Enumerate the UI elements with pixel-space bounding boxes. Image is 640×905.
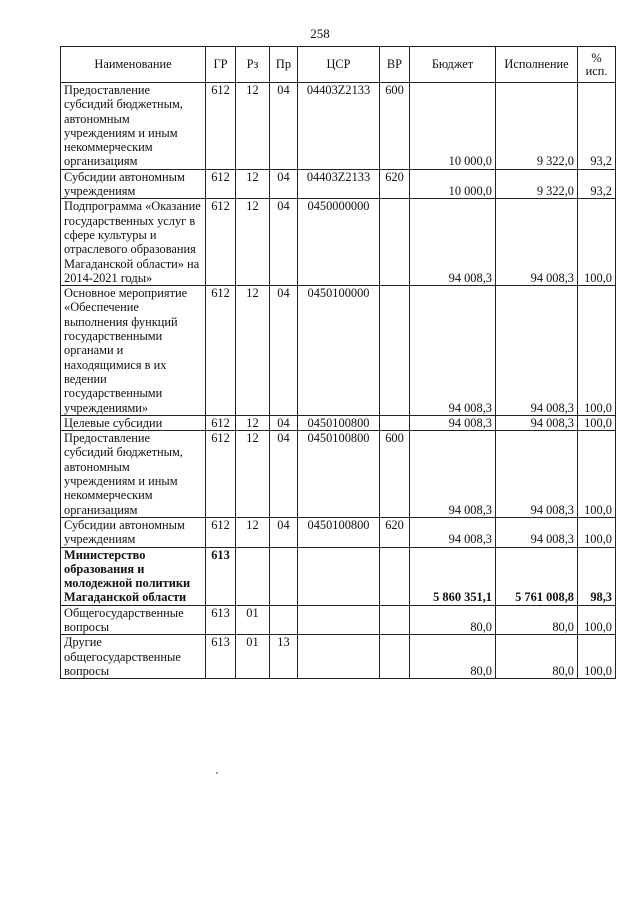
cell-rz: 12 — [236, 415, 270, 430]
cell-execution: 5 761 008,8 — [496, 547, 578, 605]
cell-budget: 94 008,3 — [410, 286, 496, 416]
cell-execution: 94 008,3 — [496, 431, 578, 518]
cell-csr: 0450100800 — [298, 517, 380, 547]
cell-budget: 94 008,3 — [410, 517, 496, 547]
cell-name: Предоставление субсидий бюджетным, автономным учреждениям и иным некоммерческим организациям — [61, 431, 206, 518]
cell-pr: 04 — [270, 415, 298, 430]
table-header-row — [61, 47, 616, 83]
cell-csr: 0450100000 — [298, 286, 380, 416]
cell-gr: 613 — [206, 547, 236, 605]
cell-execution: 94 008,3 — [496, 415, 578, 430]
cell-execution: 80,0 — [496, 605, 578, 635]
table-row — [61, 605, 616, 635]
cell-vr: 620 — [380, 517, 410, 547]
cell-vr — [380, 199, 410, 286]
table-body — [61, 83, 616, 679]
cell-gr: 612 — [206, 415, 236, 430]
cell-rz: 01 — [236, 635, 270, 679]
cell-pr: 04 — [270, 517, 298, 547]
cell-rz: 12 — [236, 286, 270, 416]
cell-name: Общегосударственные вопросы — [61, 605, 206, 635]
col-header-vr: ВР — [380, 47, 410, 83]
cell-execution: 80,0 — [496, 635, 578, 679]
cell-csr: 04403Z2133 — [298, 169, 380, 199]
table-row — [61, 199, 616, 286]
col-header-gr: ГР — [206, 47, 236, 83]
cell-pr: 04 — [270, 199, 298, 286]
cell-execution: 94 008,3 — [496, 286, 578, 416]
col-header-name: Наименование — [61, 47, 206, 83]
cell-gr: 613 — [206, 605, 236, 635]
cell-csr — [298, 635, 380, 679]
cell-pct: 100,0 — [578, 286, 616, 416]
cell-rz: 01 — [236, 605, 270, 635]
cell-pct: 93,2 — [578, 169, 616, 199]
cell-rz: 12 — [236, 199, 270, 286]
cell-gr: 612 — [206, 286, 236, 416]
cell-name: Министерство образования и молодежной политики Магаданской области — [61, 547, 206, 605]
cell-vr — [380, 286, 410, 416]
cell-name: Подпрограмма «Оказание государственных услуг в сфере культуры и отраслевого образования Магаданской области» на 2014-2021 годы» — [61, 199, 206, 286]
col-header-budget: Бюджет — [410, 47, 496, 83]
cell-pct: 100,0 — [578, 431, 616, 518]
cell-csr — [298, 547, 380, 605]
cell-budget: 94 008,3 — [410, 199, 496, 286]
cell-rz: 12 — [236, 169, 270, 199]
cell-vr — [380, 415, 410, 430]
cell-csr: 0450100800 — [298, 431, 380, 518]
cell-vr: 620 — [380, 169, 410, 199]
cell-pr — [270, 605, 298, 635]
cell-pct: 93,2 — [578, 83, 616, 170]
cell-gr: 612 — [206, 83, 236, 170]
cell-rz: 12 — [236, 83, 270, 170]
budget-execution-table — [60, 46, 616, 679]
table-row — [61, 431, 616, 518]
cell-name: Субсидии автономным учреждениям — [61, 169, 206, 199]
cell-pr — [270, 547, 298, 605]
page-number: 258 — [310, 26, 330, 41]
col-header-rz: Рз — [236, 47, 270, 83]
cell-name: Субсидии автономным учреждениям — [61, 517, 206, 547]
cell-execution: 9 322,0 — [496, 169, 578, 199]
cell-vr — [380, 605, 410, 635]
cell-pct: 100,0 — [578, 605, 616, 635]
cell-budget: 10 000,0 — [410, 83, 496, 170]
table-row — [61, 547, 616, 605]
cell-pct: 100,0 — [578, 635, 616, 679]
cell-name: Предоставление субсидий бюджетным, автономным учреждениям и иным некоммерческим организациям — [61, 83, 206, 170]
cell-budget: 94 008,3 — [410, 431, 496, 518]
table-row — [61, 286, 616, 416]
cell-gr: 612 — [206, 169, 236, 199]
cell-execution: 94 008,3 — [496, 517, 578, 547]
cell-pr: 13 — [270, 635, 298, 679]
cell-pct: 100,0 — [578, 199, 616, 286]
cell-name: Целевые субсидии — [61, 415, 206, 430]
col-header-csr: ЦСР — [298, 47, 380, 83]
table-row — [61, 83, 616, 170]
table-row — [61, 169, 616, 199]
cell-rz: 12 — [236, 431, 270, 518]
cell-vr — [380, 547, 410, 605]
cell-pr: 04 — [270, 431, 298, 518]
cell-execution: 94 008,3 — [496, 199, 578, 286]
col-header-execution: Исполнение — [496, 47, 578, 83]
cell-csr: 0450100800 — [298, 415, 380, 430]
cell-pr: 04 — [270, 169, 298, 199]
table-row — [61, 635, 616, 679]
cell-budget: 5 860 351,1 — [410, 547, 496, 605]
cell-budget: 10 000,0 — [410, 169, 496, 199]
cell-pr: 04 — [270, 286, 298, 416]
scan-speck — [216, 772, 218, 774]
cell-gr: 612 — [206, 517, 236, 547]
cell-pct: 100,0 — [578, 517, 616, 547]
cell-vr: 600 — [380, 83, 410, 170]
cell-pct: 100,0 — [578, 415, 616, 430]
cell-csr: 0450000000 — [298, 199, 380, 286]
cell-pct: 98,3 — [578, 547, 616, 605]
cell-budget: 80,0 — [410, 605, 496, 635]
cell-rz: 12 — [236, 517, 270, 547]
cell-rz — [236, 547, 270, 605]
cell-vr — [380, 635, 410, 679]
cell-budget: 94 008,3 — [410, 415, 496, 430]
cell-gr: 612 — [206, 431, 236, 518]
cell-pr: 04 — [270, 83, 298, 170]
cell-vr: 600 — [380, 431, 410, 518]
cell-csr — [298, 605, 380, 635]
cell-gr: 612 — [206, 199, 236, 286]
col-header-pr: Пр — [270, 47, 298, 83]
col-header-pct: % исп. — [578, 47, 616, 83]
table-row — [61, 517, 616, 547]
cell-name: Основное мероприятие «Обеспечение выполнения функций государственными органами и находящимися в их ведении государственными учреждениями» — [61, 286, 206, 416]
cell-name: Другие общегосударственные вопросы — [61, 635, 206, 679]
cell-execution: 9 322,0 — [496, 83, 578, 170]
table-row — [61, 415, 616, 430]
cell-csr: 04403Z2133 — [298, 83, 380, 170]
cell-budget: 80,0 — [410, 635, 496, 679]
cell-gr: 613 — [206, 635, 236, 679]
